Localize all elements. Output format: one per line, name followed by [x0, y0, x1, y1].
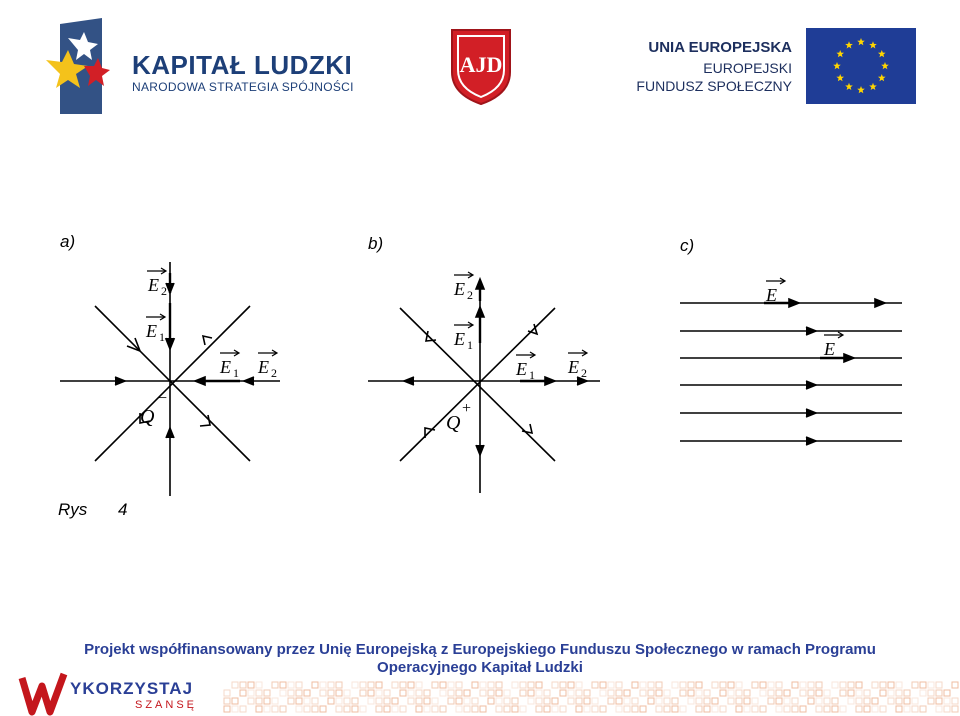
- panel-b-E1-sub: 1: [467, 338, 473, 352]
- figure-caption-rys: Rys: [58, 500, 88, 519]
- panel-c-label: c): [680, 236, 695, 255]
- panel-a-E1-sub: 1: [159, 330, 165, 344]
- ue-fund-line2: FUNDUSZ SPOŁECZNY: [636, 78, 792, 94]
- panel-a-E2-sub: 2: [161, 284, 167, 298]
- panel-b-E2-right-sub: 2: [581, 366, 587, 380]
- kapital-ludzki-subtitle: NARODOWA STRATEGIA SPÓJNOŚCI: [132, 80, 354, 94]
- panel-a-E2-label: E: [148, 275, 159, 295]
- panel-a-label: a): [60, 232, 76, 251]
- panel-a-E1-right-label: E: [220, 357, 231, 377]
- panel-a-E1-label: E: [146, 321, 157, 341]
- eu-flag-icon: [806, 28, 916, 104]
- panel-b-charge-sign: +: [462, 400, 472, 417]
- footer-cofinancing-line2: Operacyjnego Kapitał Ludzki: [377, 659, 583, 676]
- electric-field-figure: [40, 213, 920, 541]
- shield-text: AJD: [459, 52, 503, 77]
- panel-c-E-label-2: E: [824, 339, 835, 359]
- panel-b-charge-label: Q: [446, 412, 461, 434]
- panel-b-E1-right-label: E: [516, 359, 527, 379]
- ue-fund-line1: EUROPEJSKI: [703, 60, 792, 76]
- szanse-text: SZANSĘ: [135, 699, 198, 711]
- panel-c-E-label-1: E: [766, 285, 777, 305]
- footer-cofinancing-line1: Projekt współfinansowany przez Unię Europejską z Europejskiego Funduszu Społecznego w ramach Programu: [84, 641, 876, 658]
- panel-b-E1-right-sub: 1: [529, 368, 535, 382]
- panel-c-field-lines: [680, 299, 902, 445]
- wykorzystaj-text: YKORZYSTAJ: [70, 679, 194, 698]
- panel-a-E2-right-sub: 2: [271, 366, 277, 380]
- figure-caption-number: 4: [118, 500, 128, 519]
- decorative-pattern: [220, 678, 960, 716]
- panel-b-E2-sub: 2: [467, 288, 473, 302]
- panel-a-field-lines: [60, 262, 280, 496]
- panel-a-E2-right-label: E: [258, 357, 269, 377]
- panel-b-E2-label: E: [454, 279, 465, 299]
- panel-a-E1-right-sub: 1: [233, 366, 239, 380]
- panel-a-charge-label: Q: [140, 406, 155, 428]
- panel-b-label: b): [368, 234, 384, 253]
- panel-a-charge-sign: −: [158, 390, 168, 407]
- panel-b-E1-label: E: [454, 329, 465, 349]
- university-shield-logo: [450, 28, 512, 106]
- panel-b-field-lines: [368, 279, 600, 493]
- panel-b-E2-right-label: E: [568, 357, 579, 377]
- ue-title: UNIA EUROPEJSKA: [648, 39, 792, 56]
- kapital-ludzki-title: KAPITAŁ LUDZKI: [132, 50, 353, 80]
